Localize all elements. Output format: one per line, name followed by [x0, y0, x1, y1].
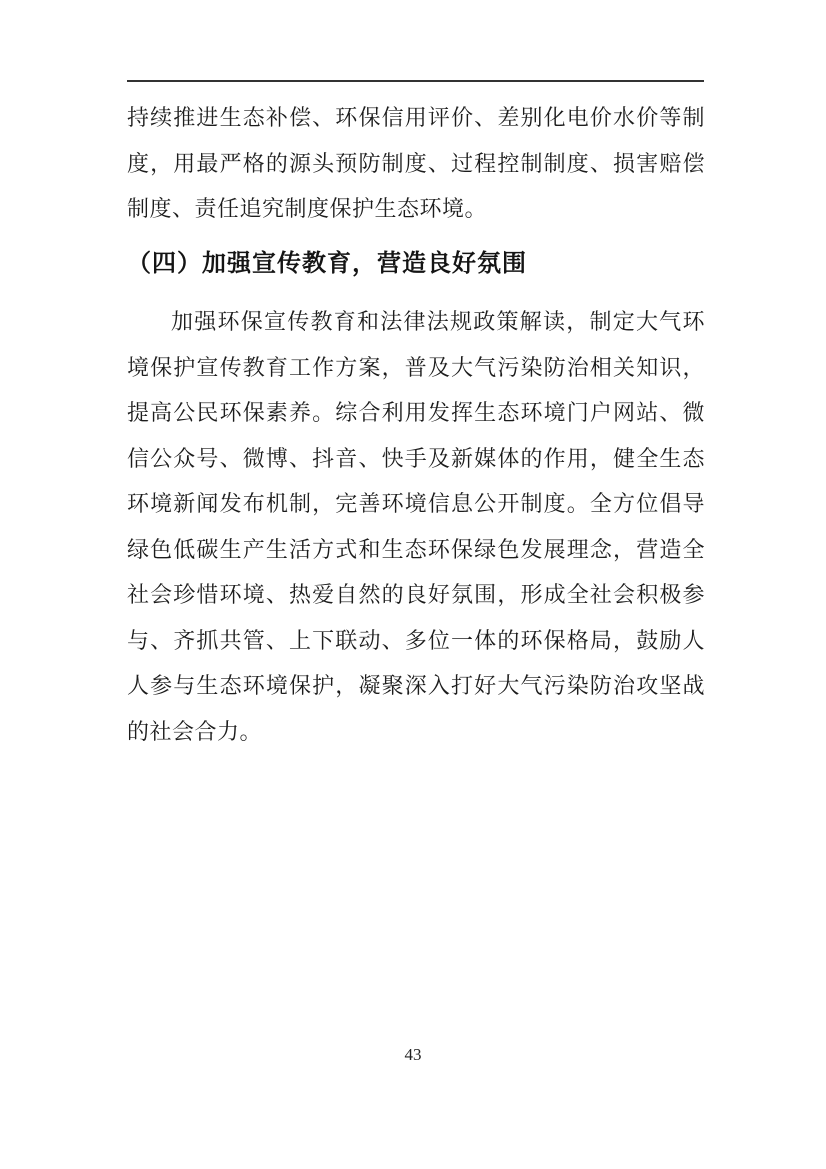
page-content [127, 95, 705, 754]
section-heading: （四）加强宣传教育，营造良好氛围 [127, 250, 527, 277]
header-rule [127, 80, 704, 82]
paragraph-body: 加强环保宣传教育和法律法规政策解读，制定大气环境保护宣传教育工作方案，普及大气污染防治相关知识，提高公民环保素养。综合利用发挥生态环境门户网站、微信公众号、微博、抖音、快手及新媒体的作用，健全生态环境新闻发布机制，完善环境信息公开制度。全方位倡导绿色低碳生产生活方式和生态环保绿色发展理念，营造全社会珍惜环境、热爱自然的良好氛围，形成全社会积极参与、齐抓共管、上下联动、多位一体的环保格局，鼓励人人参与生态环境保护，凝聚深入打好大气污染防治攻坚战的社会合力。 [127, 309, 705, 744]
page-number: 43 [404, 1045, 422, 1064]
paragraph-continuation: 持续推进生态补偿、环保信用评价、差别化电价水价等制度，用最严格的源头预防制度、过程控制制度、损害赔偿制度、责任追究制度保护生态环境。 [127, 105, 705, 221]
